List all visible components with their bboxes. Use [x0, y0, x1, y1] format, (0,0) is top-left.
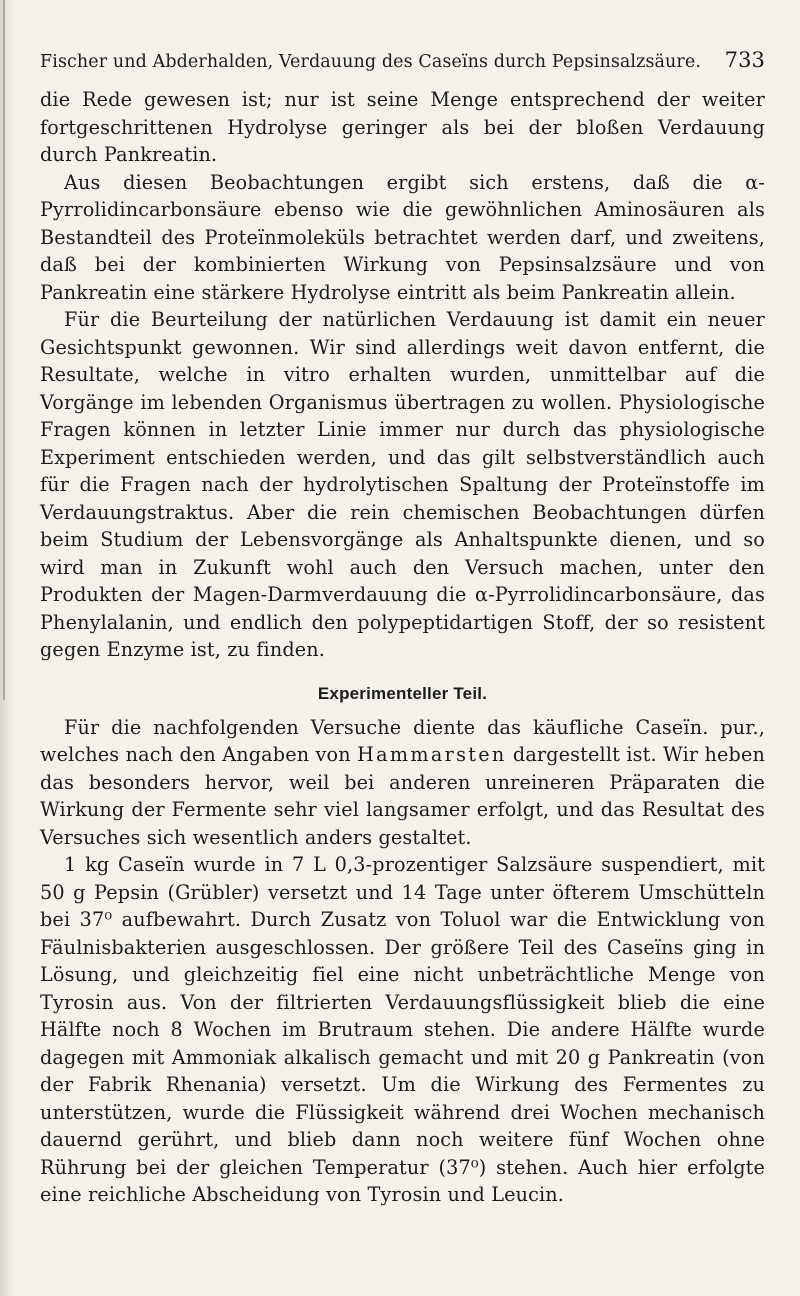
body-text [40, 86, 765, 1209]
paragraph-continuation: die Rede gewesen ist; nur ist seine Menge entsprechend der weiter fortgeschrittenen Hydrolyse geringer als bei der bloßen Verdauung durch Pankreatin. [40, 88, 765, 166]
running-title: Fischer und Abderhalden, Verdauung des Caseïns durch Pepsinsalzsäure. [40, 52, 702, 72]
running-head [40, 48, 765, 72]
casein-source-text-start: Für die nachfolgenden Versuche diente das käufliche Caseïn. pur., welches nach den Angaben von [40, 715, 765, 766]
section-heading-experimental: Experimenteller Teil. [317, 683, 488, 703]
paragraph-procedure: 1 kg Caseïn wurde in 7 L 0,3-prozentiger Salzsäure suspendiert, mit 50 g Pepsin (Grübler) versetzt und 14 Tage unter öfterem Umschütteln bei 37⁰ aufbewahrt. Durch Zusatz von Toluol war die Entwicklung von Fäulnisbakterien ausgeschlossen. Der größere Teil des Caseïns ging in Lösung, und gleichzeitig fiel eine nicht unbeträchtliche Menge von Tyrosin aus. Von der filtrierten Verdauungsflüssigkeit blieb die eine Hälfte noch 8 Wochen im Brutraum stehen. Die andere Hälfte wurde dagegen mit Ammoniak alkalisch gemacht und mit 20 g Pankreatin (von der Fabrik Rhenania) versetzt. Um die Wirkung des Fermentes zu unterstützen, wurde die Flüssigkeit während drei Wochen mechanisch dauernd gerührt, und blieb dann noch weitere fünf Wochen ohne Rührung bei der gleichen Temperatur (37⁰) stehen. Auch hier erfolgte eine reichliche Abscheidung von Tyrosin und Leucin. [40, 853, 765, 1206]
author-name-hammarsten: Hammarsten [357, 743, 507, 766]
casein-source-text-end: dargestellt ist. Wir heben das besonders hervor, weil bei anderen unreineren Präparaten die Wirkung der Fermente sehr viel langsamer erfolgt, und das Resultat des Versuches sich wesentlich anders gestaltet. [40, 743, 765, 849]
paragraph-physiology: Für die Beurteilung der natürlichen Verdauung ist damit ein neuer Gesichtspunkt gewonnen. Wir sind allerdings weit davon entfernt, die Resultate, welche in vitro erhalten wurden, unmittelbar auf die Vorgänge im lebenden Organismus übertragen zu wollen. Physiologische Fragen können in letzter Linie immer nur durch das physiologische Experiment entschieden werden, und das gilt selbstverständlich auch für die Fragen nach der hydrolytischen Spaltung der Proteïnstoffe im Verdauungstraktus. Aber die rein chemischen Beobachtungen dürfen beim Studium der Lebensvorgänge als Anhaltspunkte dienen, und so wird man in Zukunft wohl auch den Versuch machen, unter den Produkten der Magen-Darmverdauung die α-Pyrrolidincarbonsäure, das Phenylalanin, und endlich den polypeptidartigen Stoff, der so resistent gegen Enzyme ist, zu finden. [40, 308, 765, 661]
document-page [40, 48, 765, 1209]
page-binding-edge [3, 0, 5, 700]
paragraph-conclusions: Aus diesen Beobachtungen ergibt sich erstens, daß die α-Pyrrolidincarbonsäure ebenso wie die gewöhnlichen Aminosäuren als Bestandteil des Proteïnmoleküls betrachtet werden darf, und zweitens, daß bei der kombinierten Wirkung von Pepsinsalzsäure und von Pankreatin eine stärkere Hydrolyse eintritt als beim Pankreatin allein. [40, 170, 765, 304]
page-number: 733 [724, 48, 765, 72]
paragraph-casein-source [40, 714, 765, 852]
